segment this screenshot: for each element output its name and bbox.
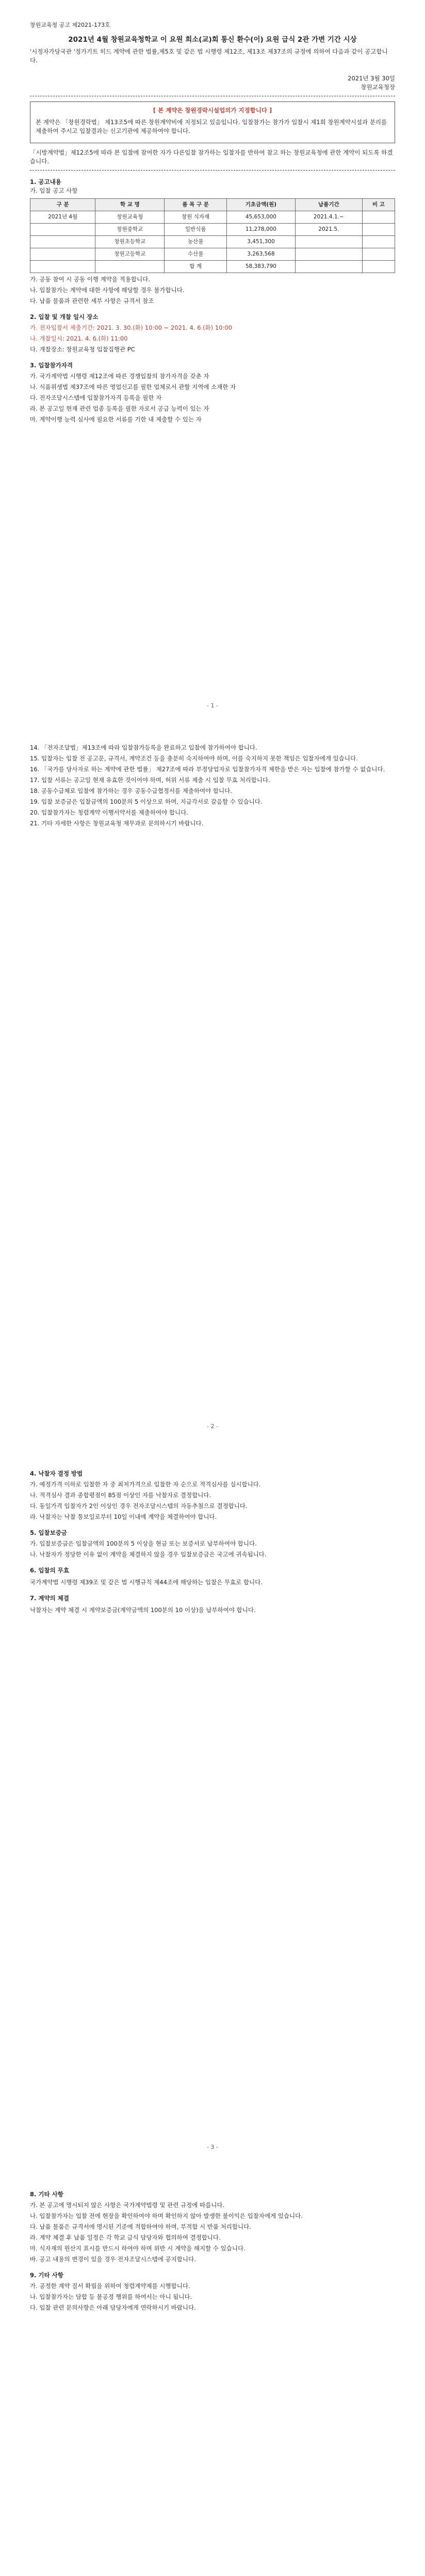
section-3-title: 3. 입찰참가자격 — [30, 362, 73, 369]
table-cell — [295, 248, 362, 261]
table-cell: 창원고등학교 — [95, 248, 165, 261]
list-item: 20. 입찰참가자는 청렴계약 이행서약서를 제출하여야 합니다. — [30, 809, 188, 816]
table-cell — [30, 261, 95, 273]
table-cell — [30, 248, 95, 261]
list-item: 나. 입찰참가자는 입찰 전에 현장을 확인하여야 하며 확인하지 않아 발생한 불이익은 입찰자에게 있습니다. — [30, 2212, 303, 2219]
notice-number: 창원교육청 공고 제2021-173호 — [30, 22, 110, 28]
schedule-item: 가. 전자입찰서 제출기간: 2021. 3. 30.(화) 10:00 ~ 2021. 4. 6.(화) 10:00 — [30, 324, 232, 331]
table-cell — [295, 261, 362, 273]
table-cell: 3,263,568 — [227, 248, 296, 261]
bid-table — [30, 198, 395, 273]
table-cell: 창원중학교 — [95, 224, 165, 236]
qualification-item: 라. 본 공고일 현재 관련 업종 등록을 필한 자로서 공급 능력이 있는 자 — [30, 405, 209, 412]
section-5-title: 5. 입찰보증금 — [30, 1529, 67, 1536]
page-2 — [0, 721, 425, 1441]
table-header: 품 목 구 분 — [165, 199, 227, 211]
list-item: 가. 본 공고에 명시되지 않은 사항은 국가계약법령 및 관련 규정에 따릅니다. — [30, 2201, 225, 2209]
table-header: 비 고 — [362, 199, 395, 211]
table-cell: 2021년 4월 — [30, 211, 95, 224]
list-item: 마. 식자재의 원산지 표시를 반드시 하여야 하며 위반 시 계약을 해지할 수 있습니다. — [30, 2245, 246, 2252]
note-item: 다. 납품 물품과 관련한 세부 사항은 규격서 참조 — [30, 297, 154, 304]
list-item: 16. 「국가를 당사자로 하는 계약에 관한 법률」 제27조에 따라 부정당업자로 입찰참가자격 제한을 받은 자는 입찰에 참가할 수 없습니다. — [30, 766, 385, 773]
notice-box-title: [ 본 계약은 창원경락시설업의가 지정합니다 ] — [153, 107, 272, 114]
section-9-title: 9. 기타 사항 — [30, 2272, 63, 2279]
section-8-title: 8. 기타 사항 — [30, 2191, 63, 2198]
table-cell: 3,451,300 — [227, 236, 296, 248]
schedule-item: 다. 개찰장소: 창원교육청 입찰집행관 PC — [30, 346, 135, 353]
table-row — [30, 211, 395, 224]
table-cell: 2021.4.1.~ — [295, 211, 362, 224]
table-cell — [362, 261, 395, 273]
notice-box — [30, 101, 395, 143]
table-cell: 합 계 — [165, 261, 227, 273]
list-item: 가. 입찰보증금은 입찰금액의 100분의 5 이상을 현금 또는 보증서로 납부하여야 합니다. — [30, 1540, 257, 1547]
page-number: - 3 - — [207, 2144, 218, 2150]
page-4 — [0, 2162, 425, 2576]
list-item: 18. 공동수급체로 입찰에 참가하는 경우 공동수급협정서를 제출하여야 합니다. — [30, 787, 232, 794]
qualification-item: 다. 전자조달시스템에 입찰참가자격 등록을 필한 자 — [30, 394, 162, 401]
list-item: 나. 낙찰자가 정당한 이유 없이 계약을 체결하지 않을 경우 입찰보증금은 국고에 귀속됩니다. — [30, 1551, 267, 1558]
table-cell: 창원초등학교 — [95, 236, 165, 248]
list-item: 바. 공고 내용의 변경이 있을 경우 전자조달시스템에 공지합니다. — [30, 2256, 196, 2263]
table-cell — [362, 211, 395, 224]
list-item: 14. 「전자조달법」제13조에 따라 입찰참가등록을 완료하고 입찰에 참가하여야 합니다. — [30, 744, 257, 751]
notice-date: 2021년 3월 30일 — [348, 75, 395, 82]
section-4-title: 4. 낙찰자 결정 방법 — [30, 1470, 83, 1477]
list-item: 15. 입찰자는 입찰 전 공고문, 규격서, 계약조건 등을 충분히 숙지하여야 하며, 이를 숙지하지 못한 책임은 입찰자에게 있습니다. — [30, 755, 358, 762]
issuing-agency: 창원교육청장 — [361, 83, 395, 91]
table-cell: 58,383,790 — [227, 261, 296, 273]
table-cell: 일반식품 — [165, 224, 227, 236]
table-cell — [362, 224, 395, 236]
table-cell: 창원 식자재 — [165, 211, 227, 224]
notice-text: 「시방계약법」제12조5에 따라 본 입찰에 참여한 자가 다른입찰 참가하는 입찰자를 반하여 참고 하는 창원교육청에 관한 계약이 되도록 하겠습니다. — [30, 149, 393, 165]
table-cell: 창원교육청 — [95, 211, 165, 224]
page-title: 2021년 4월 창원교육청학교 이 요원 희소(교)회 통신 환수(이) 요원 급식 2관 가변 기간 시상 — [68, 36, 357, 44]
divider — [30, 170, 395, 171]
page-number: - 2 - — [207, 1423, 218, 1430]
intro-text: '시정자가당국관 '정가기트 히드 계약에 관한 법률,제5호 및 같은 법 시행령 제12조, 제13조 제37조의 규정에 의하여 다음과 같이 공고합니다. — [30, 48, 388, 64]
table-header: 구 분 — [30, 199, 95, 211]
table-cell: 2021.5. — [295, 224, 362, 236]
table-header: 기초금액(원) — [227, 199, 296, 211]
qualification-item: 마. 계약이행 능력 심사에 필요한 서류를 기한 내 제출할 수 있는 자 — [30, 416, 202, 423]
section-6-text: 국가계약법 시행령 제39조 및 같은 법 시행규칙 제44조에 해당하는 입찰은 무효로 합니다. — [30, 1579, 263, 1586]
table-row-total — [30, 261, 395, 273]
list-item: 다. 납품 물품은 규격서에 명시된 기준에 적합하여야 하며, 부적합 시 반품 처리합니다. — [30, 2223, 251, 2230]
page-3 — [0, 1442, 425, 2162]
table-row — [30, 236, 395, 248]
table-cell — [295, 236, 362, 248]
list-item: 라. 낙찰자는 낙찰 통보일로부터 10일 이내에 계약을 체결하여야 합니다. — [30, 1513, 217, 1520]
table-header: 납품기간 — [295, 199, 362, 211]
list-item: 17. 입찰 서류는 공고일 현재 유효한 것이어야 하며, 허위 서류 제출 시 입찰 무효 처리합니다. — [30, 776, 270, 784]
list-item: 19. 입찰 보증금은 입찰금액의 100분의 5 이상으로 하며, 지급각서로 갈음할 수 있습니다. — [30, 798, 263, 805]
section-2-title: 2. 입찰 및 개찰 일시 장소 — [30, 313, 99, 320]
table-cell: 수산물 — [165, 248, 227, 261]
page-1 — [0, 0, 425, 720]
table-cell — [362, 248, 395, 261]
table-cell — [30, 236, 95, 248]
list-item: 나. 입찰참가자는 담합 등 불공정 행위를 하여서는 아니 됩니다. — [30, 2293, 192, 2300]
section-7-title: 7. 계약의 체결 — [30, 1595, 69, 1602]
note-item: 가. 공동 참여 시 공동 이행 계약을 적용합니다. — [30, 276, 150, 283]
list-item: 가. 예정가격 이하로 입찰한 자 중 최저가격으로 입찰한 자 순으로 적격심사를 실시합니다. — [30, 1481, 261, 1488]
table-cell — [362, 236, 395, 248]
section-7-text: 낙찰자는 계약 체결 시 계약보증금(계약금액의 100분의 10 이상)을 납부하여야 합니다. — [30, 1606, 256, 1614]
section-1-title: 1. 공고내용 — [30, 178, 61, 185]
table-row — [30, 224, 395, 236]
table-cell — [30, 224, 95, 236]
list-item: 다. 입찰 관련 문의사항은 아래 담당자에게 연락하시기 바랍니다. — [30, 2304, 196, 2311]
section-1-sub: 가. 입찰 공고 사항 — [30, 187, 78, 194]
qualification-item: 가. 국가계약법 시행령 제12조에 따른 경쟁입찰의 참가자격을 갖춘 자 — [30, 372, 209, 380]
list-item: 21. 기타 자세한 사항은 창원교육청 재무과로 문의하시기 바랍니다. — [30, 820, 204, 827]
qualification-item: 나. 식품위생법 제37조에 따른 영업신고를 필한 업체로서 관할 지역에 소재한 자 — [30, 383, 236, 391]
list-item: 라. 계약 체결 후 납품 일정은 각 학교 급식 담당자와 협의하여 결정합니다. — [30, 2234, 221, 2241]
list-item: 다. 동일가격 입찰자가 2인 이상인 경우 전자조달시스템의 자동추첨으로 결정합니다. — [30, 1502, 248, 1510]
table-cell: 농산물 — [165, 236, 227, 248]
table-cell: 11,278,000 — [227, 224, 296, 236]
page-number: - 1 - — [207, 702, 218, 709]
schedule-item: 나. 개찰일시: 2021. 4. 6.(화) 11:00 — [30, 335, 128, 342]
list-item: 가. 공정한 계약 질서 확립을 위하여 청렴계약제를 시행합니다. — [30, 2282, 190, 2290]
list-item: 나. 적격심사 결과 종합평점이 85점 이상인 자를 낙찰자로 결정합니다. — [30, 1492, 211, 1499]
table-cell: 45,653,000 — [227, 211, 296, 224]
section-6-title: 6. 입찰의 무효 — [30, 1567, 69, 1574]
notice-box-text: 본 계약은 「창원경락법」 제13조5에 따른 창원계약비에 지정되고 있음입니다. 입찰참가는 참가가 입찰시 제1회 창원계약시설과 분리를 제출하여 주시고 입찰결과는 신고기관에 제공하여야 합니다. — [36, 118, 387, 134]
note-item: 나. 입찰참가는 계약에 대한 사항에 해당할 경우 불가합니다. — [30, 286, 185, 294]
table-cell — [95, 261, 165, 273]
table-row — [30, 248, 395, 261]
table-header: 학 교 명 — [95, 199, 165, 211]
